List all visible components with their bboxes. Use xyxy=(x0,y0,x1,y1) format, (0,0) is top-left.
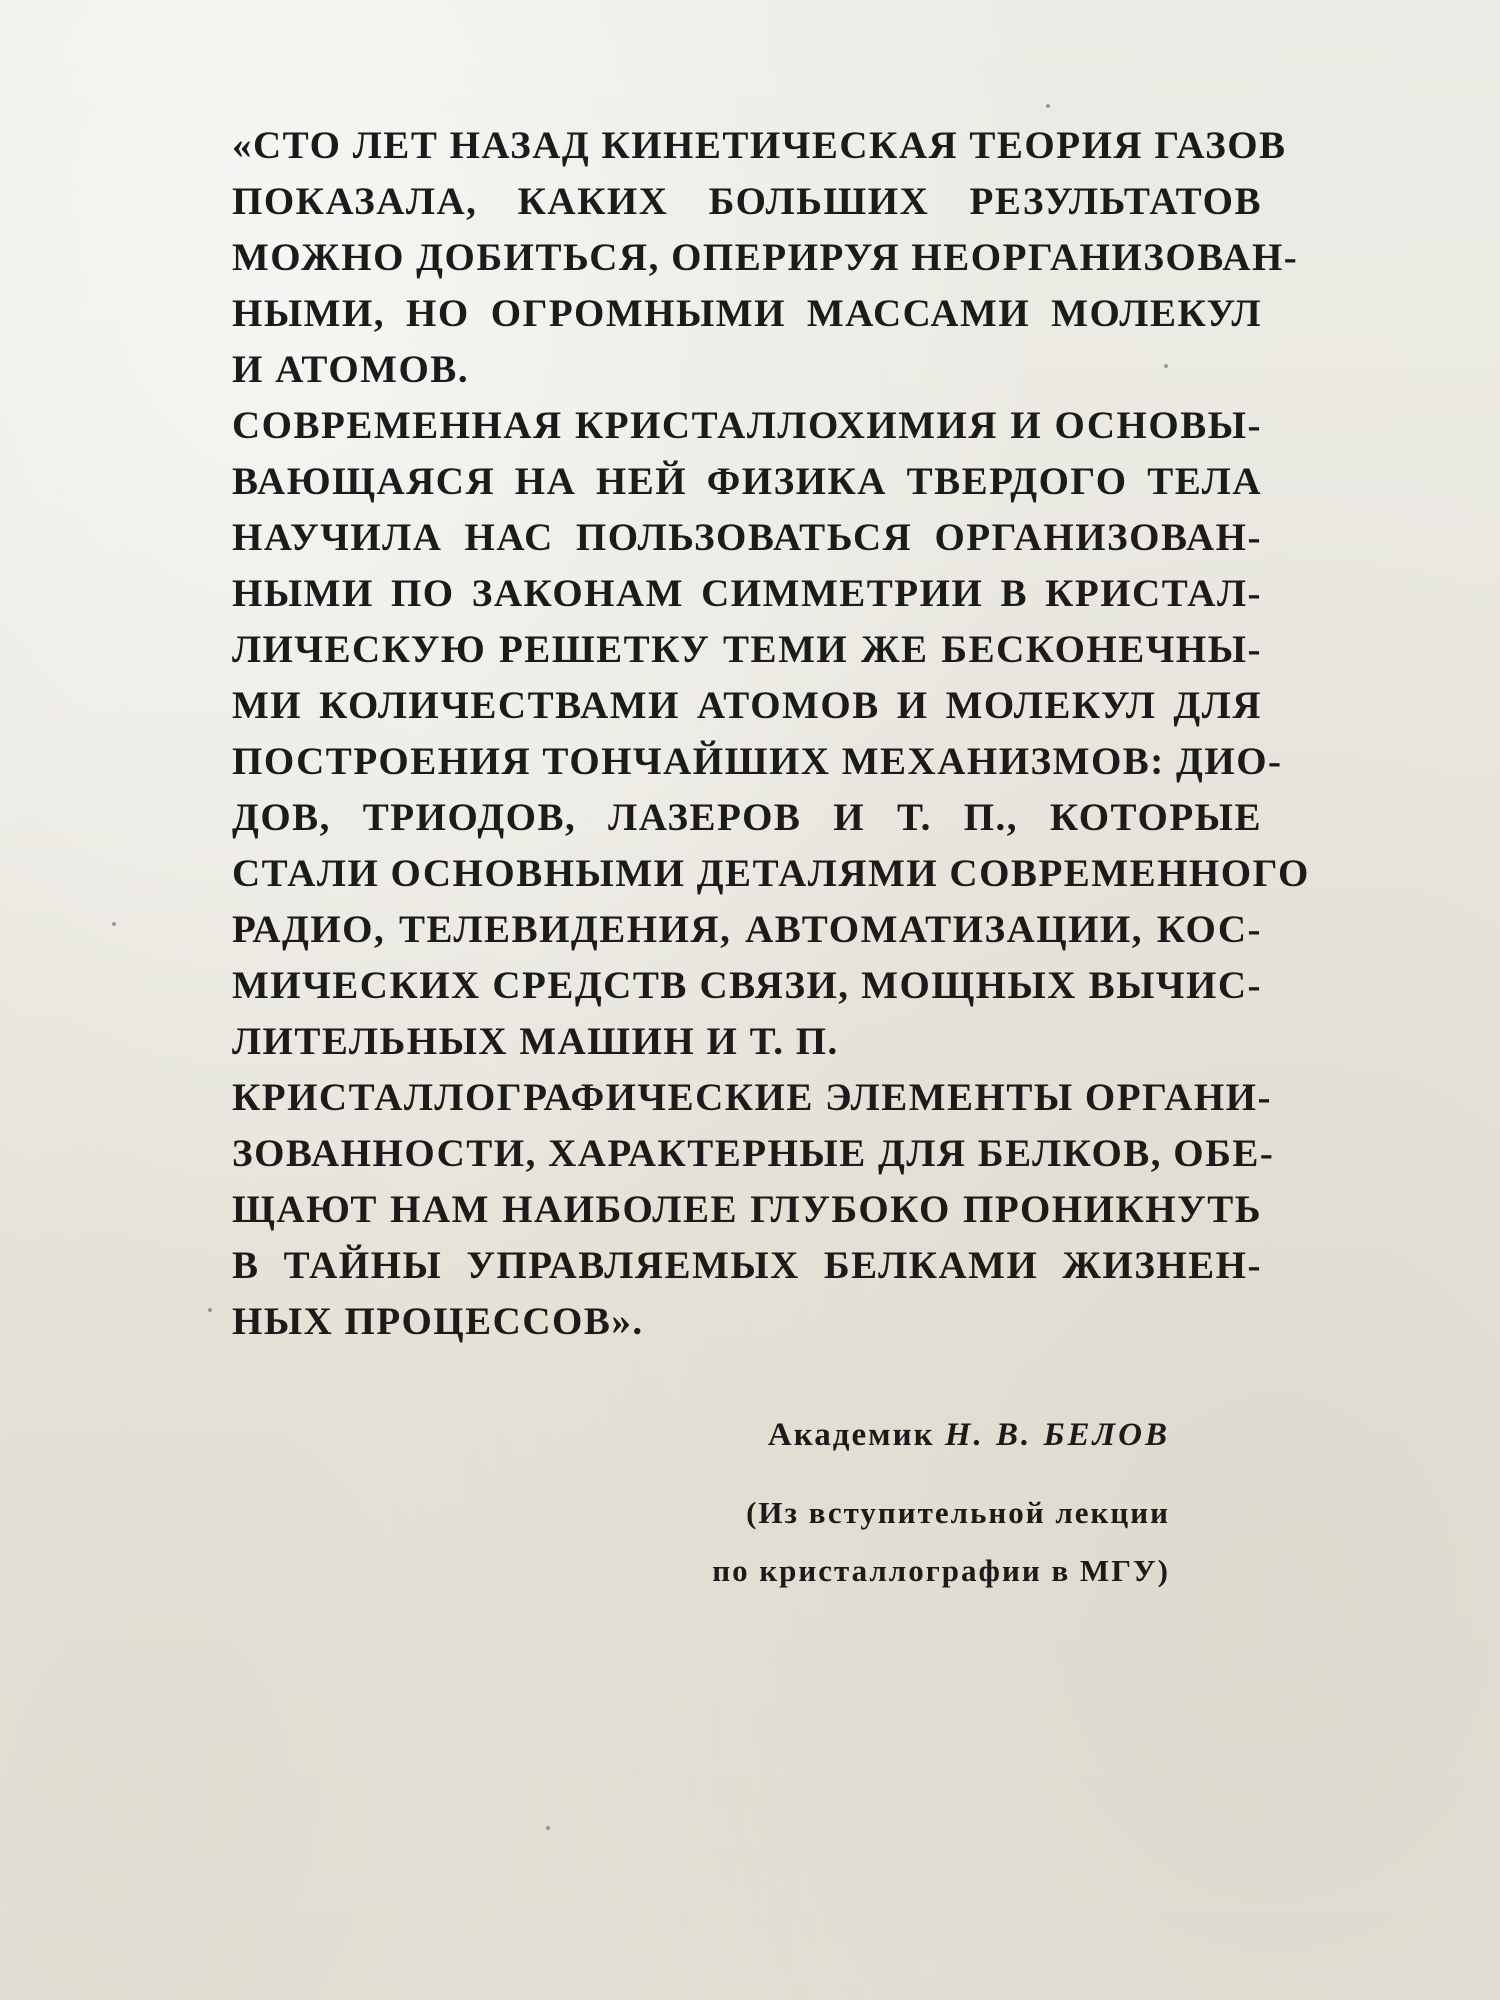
author-name: Н. В. БЕЛОВ xyxy=(944,1417,1170,1453)
paper-speck xyxy=(1164,364,1168,368)
quote-line: МИ КОЛИЧЕСТВАМИ АТОМОВ И МОЛЕКУЛ ДЛЯ xyxy=(232,684,1262,727)
quote-line: НЫМИ, НО ОГРОМНЫМИ МАССАМИ МОЛЕКУЛ xyxy=(232,292,1262,335)
paper-speck xyxy=(546,1826,550,1830)
quote-line: ЛИТЕЛЬНЫХ МАШИН И Т. П. xyxy=(232,1020,839,1063)
quote-line: СОВРЕМЕННАЯ КРИСТАЛЛОХИМИЯ И ОСНОВЫ- xyxy=(232,404,1262,447)
quote-line: РАДИО, ТЕЛЕВИДЕНИЯ, АВТОМАТИЗАЦИИ, КОС- xyxy=(232,908,1262,951)
quote-line: МИЧЕСКИХ СРЕДСТВ СВЯЗИ, МОЩНЫХ ВЫЧИС- xyxy=(232,964,1262,1007)
source-line: (Из вступительной лекции xyxy=(746,1495,1170,1530)
quote-line: ВАЮЩАЯСЯ НА НЕЙ ФИЗИКА ТВЕРДОГО ТЕЛА xyxy=(232,460,1262,503)
quote-line: ЗОВАННОСТИ, ХАРАКТЕРНЫЕ ДЛЯ БЕЛКОВ, ОБЕ- xyxy=(232,1132,1275,1175)
quote-line: МОЖНО ДОБИТЬСЯ, ОПЕРИРУЯ НЕОРГАНИЗОВАН- xyxy=(232,236,1299,279)
epigraph-quote xyxy=(232,118,1310,1350)
attribution xyxy=(600,1408,1170,1600)
quote-line: В ТАЙНЫ УПРАВЛЯЕМЫХ БЕЛКАМИ ЖИЗНЕН- xyxy=(232,1244,1262,1287)
quote-line: СТАЛИ ОСНОВНЫМИ ДЕТАЛЯМИ СОВРЕМЕННОГО xyxy=(232,852,1310,895)
paper-speck xyxy=(112,922,116,926)
paper-speck xyxy=(1046,104,1050,108)
quote-line: ПОСТРОЕНИЯ ТОНЧАЙШИХ МЕХАНИЗМОВ: ДИО- xyxy=(232,740,1283,783)
source-note xyxy=(600,1484,1170,1600)
quote-line: НАУЧИЛА НАС ПОЛЬЗОВАТЬСЯ ОРГАНИЗОВАН- xyxy=(232,516,1262,559)
quote-line: НЫМИ ПО ЗАКОНАМ СИММЕТРИИ В КРИСТАЛ- xyxy=(232,572,1262,615)
author-line xyxy=(600,1408,1170,1462)
paper-speck xyxy=(208,1308,212,1312)
quote-line: ЛИЧЕСКУЮ РЕШЕТКУ ТЕМИ ЖЕ БЕСКОНЕЧНЫ- xyxy=(232,628,1262,671)
source-line: по кристаллографии в МГУ) xyxy=(712,1553,1170,1588)
quote-line: ЩАЮТ НАМ НАИБОЛЕЕ ГЛУБОКО ПРОНИКНУТЬ xyxy=(232,1188,1262,1231)
quote-line: ПОКАЗАЛА, КАКИХ БОЛЬШИХ РЕЗУЛЬТАТОВ xyxy=(232,180,1262,223)
author-title: Академик xyxy=(767,1417,935,1453)
quote-line: КРИСТАЛЛОГРАФИЧЕСКИЕ ЭЛЕМЕНТЫ ОРГАНИ- xyxy=(232,1076,1272,1119)
quote-line: ДОВ, ТРИОДОВ, ЛАЗЕРОВ И Т. П., КОТОРЫЕ xyxy=(232,796,1262,839)
quote-line: И АТОМОВ. xyxy=(232,348,470,391)
quote-line: НЫХ ПРОЦЕССОВ». xyxy=(232,1300,644,1343)
quote-line: «СТО ЛЕТ НАЗАД КИНЕТИЧЕСКАЯ ТЕОРИЯ ГАЗОВ xyxy=(232,124,1287,167)
